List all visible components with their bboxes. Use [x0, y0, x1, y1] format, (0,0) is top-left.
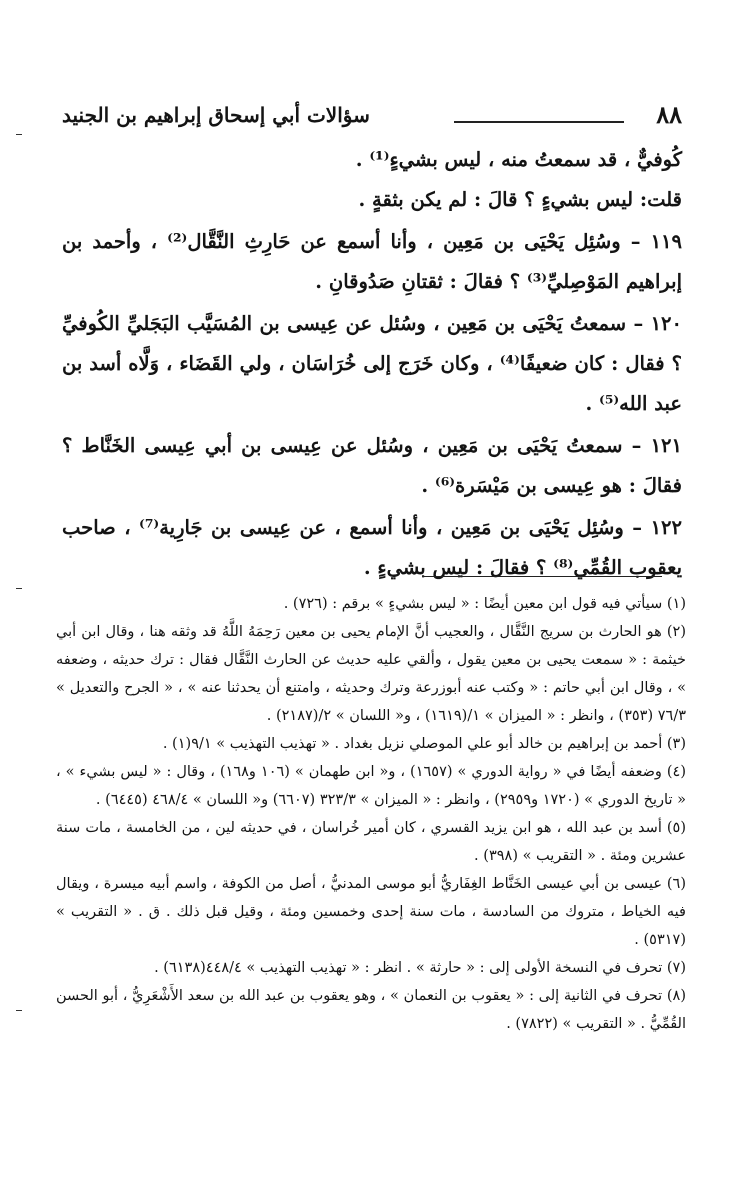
body-line-intro-2: قلت: ليس بشيءٍ ؟ قالَ : لم يكن بثقةٍ .	[358, 188, 682, 211]
scan-edge-mark	[16, 134, 22, 135]
header-rule	[454, 121, 624, 123]
footnote-4: (٤) وضعفه أيضًا في « رواية الدوري » (١٦٥٧) ، و« ابن طهمان » (١٠٦ و١٦٨) ، وقال : « ليس بشيء » ، « تاريخ الدوري » (١٧٢٠ و٢٩٥٩) ، وانظر : « الميزان » ٣٢٣/٣ (٦٦٠٧) و« اللسان » ٤٦٨/٤ (٦٤٤٥) .	[56, 764, 686, 808]
footnote-5: (٥) أسد بن عبد الله ، هو ابن يزيد القسري ، كان أمير خُراسان ، في حديثه لين ، من الخامسة ، مات سنة عشرين ومئة . « التقريب » (٣٩٨) .	[56, 820, 686, 864]
footnote-1: (١) سيأتي فيه قول ابن معين أيضًا : « ليس بشيءٍ » برقم : (٧٢٦) .	[283, 596, 686, 612]
entry-121: ١٢١ – سمعتُ يَحْيَى بن مَعِين ، وسُئل عن عِيسى بن أبي عِيسى الخَنَّاط ؟ فقالَ : هو عِيسى بن مَيْسَرة⁽⁶⁾ .	[62, 434, 682, 497]
book-title: سؤالات أبي إسحاق إبراهيم بن الجنيد	[62, 103, 370, 127]
footnote-8: (٨) تحرف في الثانية إلى : « يعقوب بن النعمان » ، وهو يعقوب بن عبد الله بن سعد الأَشْعَرِيُّ ، أبو الحسن القُمِّيُّ . « التقريب » (٧٨٢٢) .	[56, 988, 686, 1032]
footnotes	[56, 590, 686, 1038]
footnote-2: (٢) هو الحارث بن سريج النَّقَّال ، والعجيب أنَّ الإمام يحيى بن معين رَحِمَهُ اللَّهُ قد وثقه هنا ، وقال ابن أبي خيثمة : « سمعت يحيى بن معين يقول ، وألقي عليه حديث عن الحارث النَّقَّال فقال : ترك حديثه ، وضعفه » ، وقال ابن أبي حاتم : « وكتب عنه أبوزرعة وترك وحديثه ، وامتنع أن يحدثنا عنه » ، « الجرح والتعديل » ٧٦/٣ (٣٥٣) ، وانظر : « الميزان » ١/(١٦١٩) ، و« اللسان » ٢/(٢١٨٧) .	[56, 624, 686, 724]
scan-edge-mark	[16, 588, 22, 589]
main-text	[62, 140, 682, 588]
footnote-6: (٦) عيسى بن أبي عيسى الخَنَّاط الغِفَاريُّ أبو موسى المدنيُّ ، أصل من الكوفة ، واسم أبيه ميسرة ، ويقال فيه الخياط ، متروك من السادسة ، مات سنة إحدى وخمسين ومئة ، وقيل قبل ذلك . ق . « التقريب » (٥٣١٧) .	[56, 876, 686, 948]
running-header	[62, 100, 682, 130]
scan-edge-mark	[16, 1010, 22, 1011]
body-line-intro-1: كُوفيٌّ ، قد سمعتُ منه ، ليس بشيءٍ⁽¹⁾ .	[355, 148, 682, 171]
entry-122: ١٢٢ – وسُئِل يَحْيَى بن مَعِين ، وأنا أسمع ، عن عِيسى بن جَارِية⁽⁷⁾ ، صاحب يعقوب القُمِّي⁽⁸⁾ ؟ فقالَ : ليس بشيءٍ .	[62, 516, 682, 579]
footnote-separator	[422, 576, 662, 577]
entry-120: ١٢٠ – سمعتُ يَحْيَى بن مَعِين ، وسُئل عن عِيسى بن المُسَيَّب البَجَليِّ الكُوفيِّ ؟ فقال : كان ضعيفًا⁽⁴⁾ ، وكان خَرَج إلى خُرَاسَان ، ولي القَضَاء ، وَلَّاه أسد بن عبد الله⁽⁵⁾ .	[62, 312, 682, 415]
page-number: ٨٨	[656, 100, 682, 129]
entry-119: ١١٩ – وسُئِل يَحْيَى بن مَعِين ، وأنا أسمع عن حَارِثِ النَّقَّال⁽²⁾ ، وأحمد بن إبراهيم المَوْصِليِّ⁽³⁾ ؟ فقالَ : ثقتانِ صَدُوقانِ .	[62, 230, 682, 293]
footnote-7: (٧) تحرف في النسخة الأولى إلى : « حارثة » . انظر : « تهذيب التهذيب » ٤٤٨/٤(٦١٣٨) .	[154, 960, 686, 976]
footnote-3: (٣) أحمد بن إبراهيم بن خالد أبو علي الموصلي نزيل بغداد . « تهذيب التهذيب » ٩/١(١) .	[162, 736, 686, 752]
